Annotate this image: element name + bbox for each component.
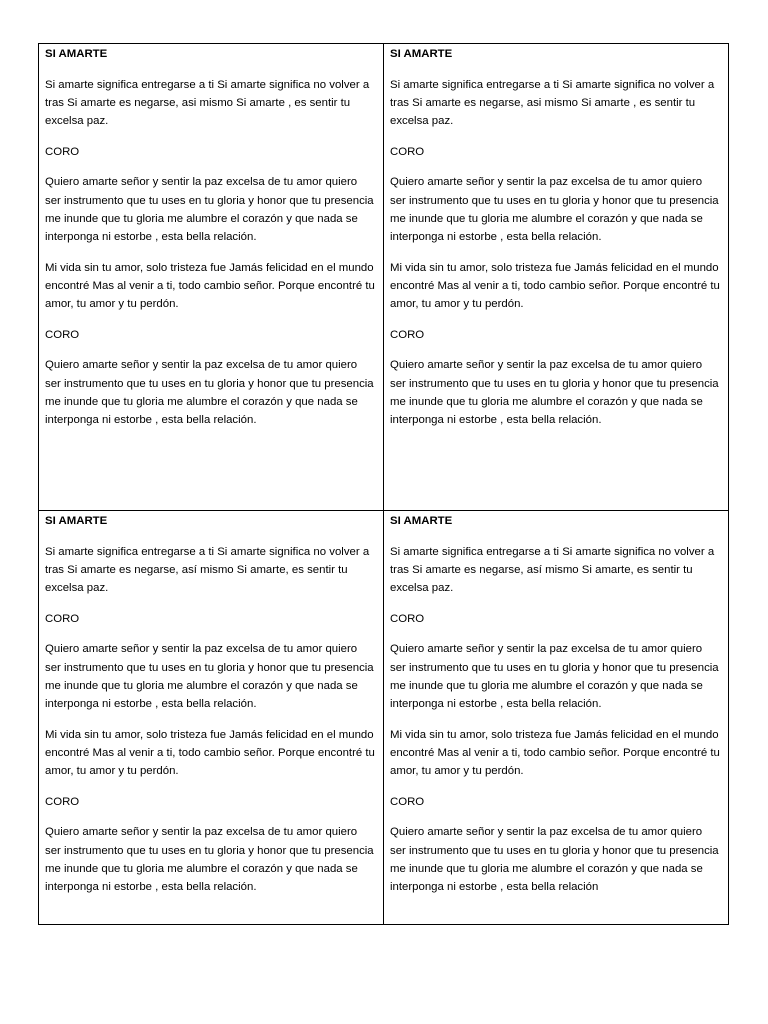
verse-2: Mi vida sin tu amor, solo tristeza fue Jamás felicidad en el mundo encontré Mas al venir a ti, todo cambio señor. Porque encontré tu amor, tu amor y tu perdón. [45, 728, 375, 778]
song-title: SI AMARTE [45, 515, 108, 527]
chorus-label: CORO [45, 328, 80, 341]
chorus-text: Quiero amarte señor y sentir la paz excelsa de tu amor quiero ser instrumento que tu uses en tu gloria y honor que tu presencia me inunde que tu gloria me alumbre el corazón y que nada se interponga ni estorbe , esta bella relación. [390, 359, 719, 427]
verse-1: Si amarte significa entregarse a ti Si amarte significa no volver a tras Si amarte es negarse, así mismo Si amarte, es sentir tu excelsa paz. [390, 545, 715, 594]
lyrics-card [384, 511, 728, 924]
lyrics-table [38, 43, 729, 925]
chorus-label: CORO [390, 328, 425, 341]
chorus-text: Quiero amarte señor y sentir la paz excelsa de tu amor quiero ser instrumento que tu uses en tu gloria y honor que tu presencia me inunde que tu gloria me alumbre el corazón y que nada se interponga ni estorbe , esta bella relación. [390, 176, 719, 243]
chorus-text: Quiero amarte señor y sentir la paz excelsa de tu amor quiero ser instrumento que tu uses en tu gloria y honor que tu presencia me inunde que tu gloria me alumbre el corazón y que nada se interponga ni estorbe , esta bella relación. [45, 643, 374, 710]
verse-1: Si amarte significa entregarse a ti Si amarte significa no volver a tras Si amarte es negarse, asi mismo Si amarte , es sentir tu excelsa paz. [390, 78, 715, 127]
song-title: SI AMARTE [390, 515, 453, 527]
verse-2: Mi vida sin tu amor, solo tristeza fue Jamás felicidad en el mundo encontré Mas al venir a ti, todo cambio señor. Porque encontré tu amor, tu amor y tu perdón. [45, 261, 375, 311]
chorus-label: CORO [390, 795, 425, 808]
song-title: SI AMARTE [390, 48, 453, 60]
chorus-text: Quiero amarte señor y sentir la paz excelsa de tu amor quiero ser instrumento que tu uses en tu gloria y honor que tu presencia me inunde que tu gloria me alumbre el corazón y que nada se interponga ni estorbe , esta bella relación. [45, 176, 374, 243]
chorus-text: Quiero amarte señor y sentir la paz excelsa de tu amor quiero ser instrumento que tu uses en tu gloria y honor que tu presencia me inunde que tu gloria me alumbre el corazón y que nada se interponga ni estorbe , esta bella relación. [390, 643, 719, 710]
lyrics-card [39, 511, 384, 924]
chorus-text: Quiero amarte señor y sentir la paz excelsa de tu amor quiero ser instrumento que tu uses en tu gloria y honor que tu presencia me inunde que tu gloria me alumbre el corazón y que nada se interponga ni estorbe , esta bella relación. [45, 826, 374, 894]
verse-1: Si amarte significa entregarse a ti Si amarte significa no volver a tras Si amarte es negarse, así mismo Si amarte, es sentir tu excelsa paz. [45, 545, 370, 594]
chorus-label: CORO [390, 612, 425, 625]
lyrics-card [384, 44, 728, 511]
chorus-text: Quiero amarte señor y sentir la paz excelsa de tu amor quiero ser instrumento que tu uses en tu gloria y honor que tu presencia me inunde que tu gloria me alumbre el corazón y que nada se interponga ni estorbe , esta bella relación. [45, 359, 374, 427]
verse-2: Mi vida sin tu amor, solo tristeza fue Jamás felicidad en el mundo encontré Mas al venir a ti, todo cambio señor. Porque encontré tu amor, tu amor y tu perdón. [390, 261, 720, 311]
verse-1: Si amarte significa entregarse a ti Si amarte significa no volver a tras Si amarte es negarse, asi mismo Si amarte , es sentir tu excelsa paz. [45, 78, 370, 127]
chorus-label: CORO [45, 145, 80, 158]
verse-2: Mi vida sin tu amor, solo tristeza fue Jamás felicidad en el mundo encontré Mas al venir a ti, todo cambio señor. Porque encontré tu amor, tu amor y tu perdón. [390, 728, 720, 778]
chorus-text: Quiero amarte señor y sentir la paz excelsa de tu amor quiero ser instrumento que tu uses en tu gloria y honor que tu presencia me inunde que tu gloria me alumbre el corazón y que nada se interponga ni estorbe , esta bella relación [390, 826, 719, 894]
song-title: SI AMARTE [45, 48, 108, 60]
chorus-label: CORO [390, 145, 425, 158]
lyrics-card [39, 44, 384, 511]
chorus-label: CORO [45, 612, 80, 625]
chorus-label: CORO [45, 795, 80, 808]
